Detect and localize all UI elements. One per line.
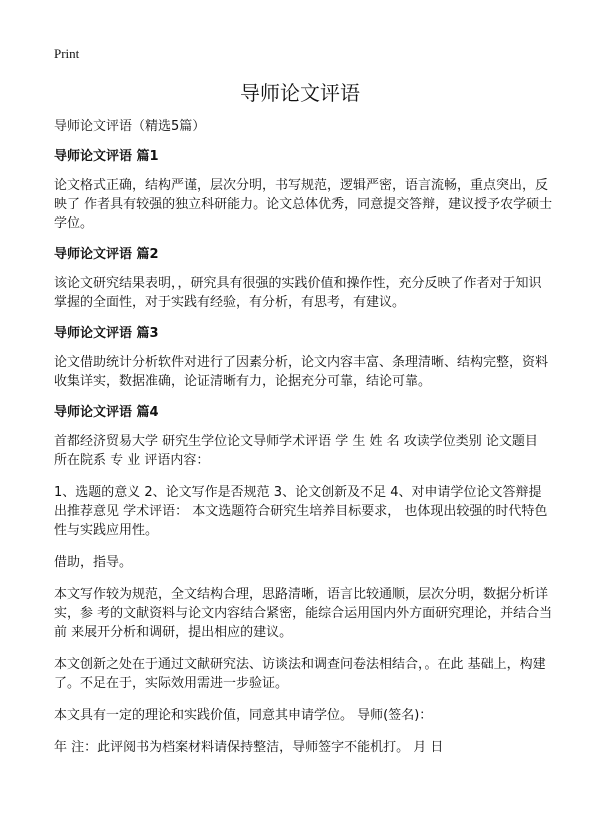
section-3-paragraph: 论文借助统计分析软件对进行了因素分析，论文内容丰富、条理清晰、结构完整，资料收集详实，数据准确，论证清晰有力，论据充分可靠，结论可靠。 bbox=[54, 355, 549, 389]
section-4-paragraph-5: 本文创新之处在于通过文献研究法、访谈法和调查问卷法相结合，。在此 基础上，构建了。不足在于，实际效用需进一步验证。 bbox=[54, 657, 546, 691]
section-4-paragraph-4: 本文写作较为规范，全文结构合理，思路清晰，语言比较通顺，层次分明，数据分析详实，参 考的文献资料与论文内容结合紧密，能综合运用国内外方面研究理论，并结合当前 来展开分析和调研，提出相应的建议。 bbox=[54, 587, 553, 640]
section-1-paragraph: 论文格式正确，结构严谨，层次分明，书写规范，逻辑严密，语言流畅，重点突出，反映了 作者具有较强的独立科研能力。论文总体优秀，同意提交答辩，建议授予农学硕士学位。 bbox=[54, 178, 553, 231]
section-4-paragraph-2: 1、选题的意义 2、论文写作是否规范 3、论文创新及不足 4、对申请学位论文答辩提出推荐意见 学术评语： 本文选题符合研究生培养目标要求， 也体现出较强的时代特色性与实践应用性。 bbox=[54, 485, 548, 538]
section-2-paragraph: 该论文研究结果表明，，研究具有很强的实践价值和操作性，充分反映了作者对于知识掌握的全面性，对于实践有经验，有分析，有思考，有建议。 bbox=[54, 276, 542, 310]
print-label[interactable]: Print bbox=[54, 46, 80, 61]
section-heading-3: 导师论文评语 篇3 bbox=[54, 326, 159, 341]
section-4-paragraph-3: 借助，指导。 bbox=[54, 555, 133, 570]
document-subtitle: 导师论文评语（精选5篇） bbox=[54, 119, 206, 134]
document-content bbox=[54, 118, 554, 770]
section-4-paragraph-7: 年 注：此评阅书为档案材料请保持整洁，导师签字不能机打。 月 日 bbox=[54, 740, 444, 755]
section-heading-2: 导师论文评语 篇2 bbox=[54, 247, 159, 262]
section-4-paragraph-1: 首都经济贸易大学 研究生学位论文导师学术评语 学 生 姓 名 攻读学位类别 论文题目 所在院系 专 业 评语内容： bbox=[54, 434, 538, 468]
section-heading-1: 导师论文评语 篇1 bbox=[54, 149, 159, 164]
section-heading-4: 导师论文评语 篇4 bbox=[54, 405, 159, 420]
section-4-paragraph-6: 本文具有一定的理论和实践价值，同意其申请学位。 导师(签名)： bbox=[54, 708, 433, 723]
page-title: 导师论文评语 bbox=[240, 81, 360, 105]
